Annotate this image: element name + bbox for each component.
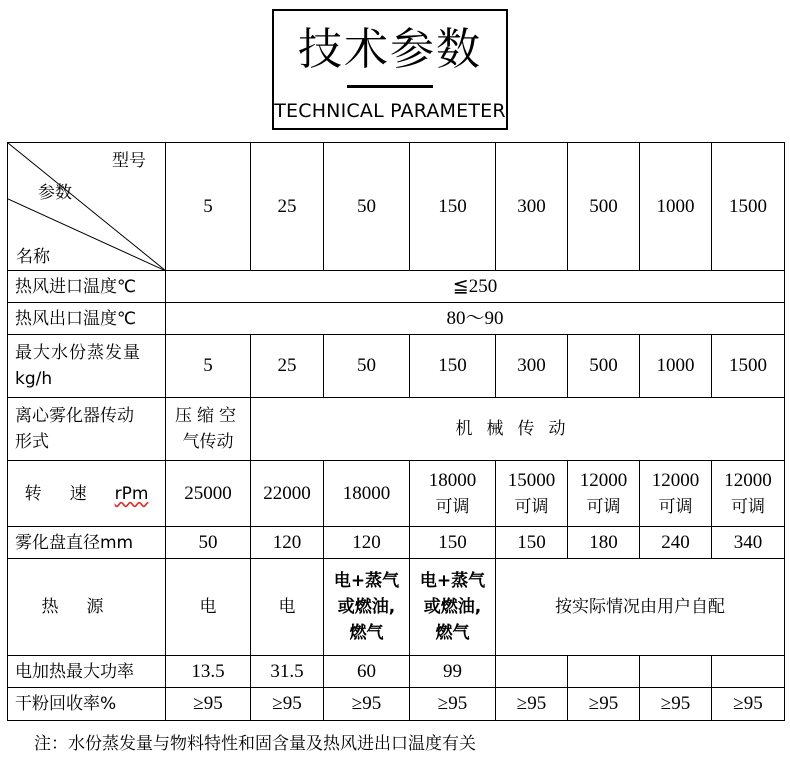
speed-cell: 22000 (251, 461, 324, 527)
disk-diameter-row (8, 527, 785, 559)
drive-label-line2: 形式 (15, 432, 49, 452)
speed-adjustable-cell (568, 461, 640, 527)
heat-source-mixed (410, 559, 496, 656)
speed-cell: 25000 (166, 461, 251, 527)
evaporation-cell: 1000 (640, 335, 712, 398)
speed-adjustable-cell (712, 461, 785, 527)
drive-mechanical: 机械传动 (251, 398, 785, 461)
adjustable-label: 可调 (731, 496, 765, 517)
model-cell: 25 (251, 143, 324, 271)
header-model: 型号 (112, 151, 146, 171)
max-power-cell: 99 (410, 656, 496, 688)
model-cell: 5 (166, 143, 251, 271)
max-power-label: 电加热最大功率 (8, 656, 166, 688)
heat-source-self-config: 按实际情况由用户自配 (496, 559, 785, 656)
disk-diameter-cell: 120 (324, 527, 410, 559)
recovery-cell: ≥95 (496, 688, 568, 721)
disk-diameter-cell: 120 (251, 527, 324, 559)
model-cell: 50 (324, 143, 410, 271)
speed-value: 12000 (651, 469, 700, 491)
heat-source-mixed (324, 559, 410, 656)
heat-source-label: 热源 (8, 559, 166, 656)
speed-adjustable-cell (640, 461, 712, 527)
title-divider (347, 85, 433, 88)
speed-adjustable-cell (410, 461, 496, 527)
disk-diameter-cell: 180 (568, 527, 640, 559)
recovery-cell: ≥95 (568, 688, 640, 721)
title-chinese: 技术参数 (298, 24, 482, 75)
speed-value: 15000 (507, 469, 556, 491)
speed-value: 12000 (579, 469, 628, 491)
outlet-temp-value: 80～90 (166, 303, 785, 335)
drive-label (8, 398, 166, 461)
speed-adjustable-cell (496, 461, 568, 527)
speed-cell: 18000 (324, 461, 410, 527)
heat-source-line2: 或燃油, (423, 597, 482, 617)
heat-source-line3: 燃气 (349, 623, 384, 643)
recovery-cell: ≥95 (324, 688, 410, 721)
adjustable-label: 可调 (658, 496, 693, 517)
model-cell: 1000 (640, 143, 712, 271)
evaporation-cell: 25 (251, 335, 324, 398)
header-params: 参数 (38, 183, 72, 203)
disk-diameter-cell: 150 (496, 527, 568, 559)
model-cell: 500 (568, 143, 640, 271)
evaporation-label (8, 335, 166, 398)
evaporation-cell: 500 (568, 335, 640, 398)
max-power-row (8, 656, 785, 688)
footnote: 注：水份蒸发量与物料特性和固含量及热风进出口温度有关 (34, 734, 476, 754)
evaporation-cell: 300 (496, 335, 568, 398)
drive-pneumatic-line1: 压缩空 (175, 406, 241, 426)
heat-source-cell: 电 (251, 559, 324, 656)
model-cell: 1500 (712, 143, 785, 271)
recovery-label: 干粉回收率% (8, 688, 166, 721)
header-name: 名称 (16, 247, 50, 267)
adjustable-label: 可调 (586, 496, 621, 517)
disk-diameter-cell: 50 (166, 527, 251, 559)
header-row (8, 143, 785, 271)
max-power-cell: 13.5 (166, 656, 251, 688)
inlet-temp-row (8, 271, 785, 303)
speed-value: 12000 (724, 469, 772, 491)
spec-table (7, 142, 785, 721)
max-power-cell: 60 (324, 656, 410, 688)
heat-source-cell: 电 (166, 559, 251, 656)
drive-label-line1: 离心雾化器传动 (15, 406, 134, 426)
heat-source-line1: 电+蒸气 (333, 571, 400, 591)
speed-label-text: 转速 (24, 483, 115, 504)
outlet-temp-row (8, 303, 785, 335)
speed-row (8, 461, 785, 527)
evaporation-row (8, 335, 785, 398)
max-power-cell (640, 656, 712, 688)
adjustable-label: 可调 (514, 496, 549, 517)
drive-row (8, 398, 785, 461)
heat-source-row (8, 559, 785, 656)
drive-pneumatic (166, 398, 251, 461)
heat-source-line2: 或燃油, (337, 597, 396, 617)
recovery-cell: ≥95 (251, 688, 324, 721)
disk-diameter-cell: 340 (712, 527, 785, 559)
max-power-cell (568, 656, 640, 688)
recovery-row (8, 688, 785, 721)
adjustable-label: 可调 (435, 496, 470, 517)
model-cell: 300 (496, 143, 568, 271)
max-power-cell (712, 656, 785, 688)
header-corner-cell (8, 143, 166, 271)
evaporation-cell: 1500 (712, 335, 785, 398)
speed-value: 18000 (428, 469, 477, 491)
speed-unit: rPm (114, 483, 149, 504)
max-power-cell: 31.5 (251, 656, 324, 688)
inlet-temp-label: 热风进口温度℃ (8, 271, 166, 303)
speed-label (8, 461, 166, 527)
model-cell: 150 (410, 143, 496, 271)
evaporation-label-line1: 最大水份蒸发量 (15, 343, 141, 363)
evaporation-label-line2: kg/h (15, 369, 53, 389)
recovery-cell: ≥95 (712, 688, 785, 721)
heat-source-line1: 电+蒸气 (419, 571, 486, 591)
recovery-cell: ≥95 (166, 688, 251, 721)
title-box (272, 9, 508, 130)
disk-diameter-cell: 150 (410, 527, 496, 559)
inlet-temp-value: ≦250 (166, 271, 785, 303)
recovery-cell: ≥95 (640, 688, 712, 721)
evaporation-cell: 5 (166, 335, 251, 398)
disk-diameter-label: 雾化盘直径mm (8, 527, 166, 559)
disk-diameter-cell: 240 (640, 527, 712, 559)
title-english: TECHNICAL PARAMETER (274, 100, 506, 122)
outlet-temp-label: 热风出口温度℃ (8, 303, 166, 335)
heat-source-line3: 燃气 (435, 623, 470, 643)
max-power-cell (496, 656, 568, 688)
evaporation-cell: 50 (324, 335, 410, 398)
evaporation-cell: 150 (410, 335, 496, 398)
recovery-cell: ≥95 (410, 688, 496, 721)
drive-pneumatic-line2: 气传动 (182, 432, 234, 452)
